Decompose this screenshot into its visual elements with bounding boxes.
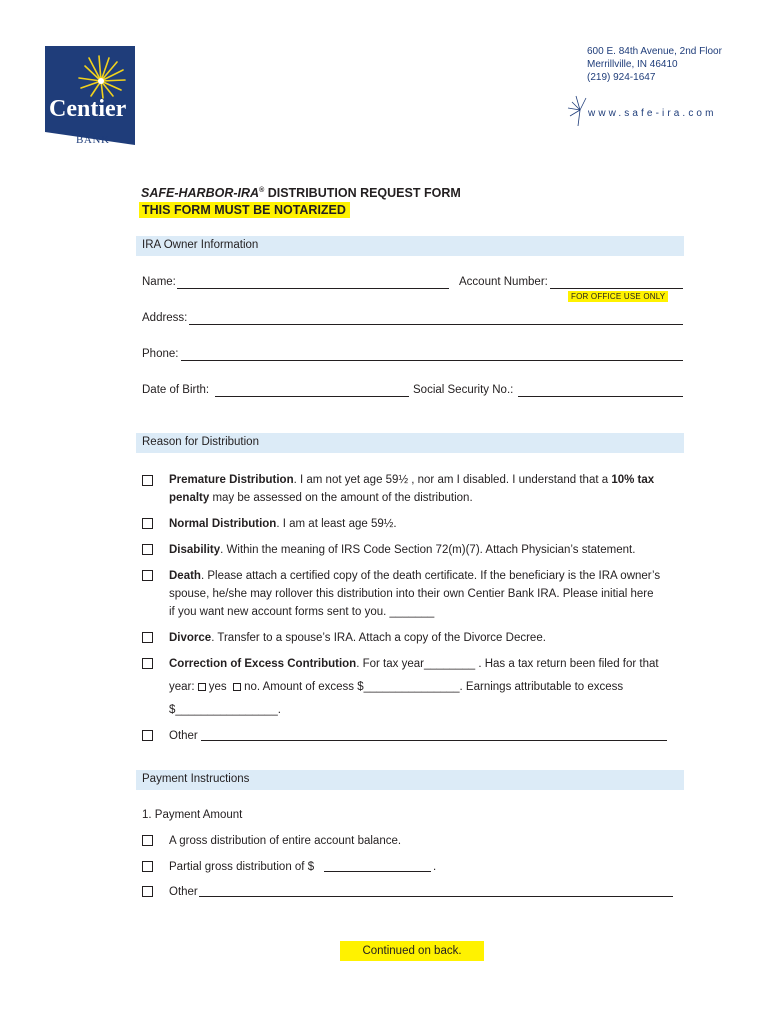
section-reason [136,433,684,453]
form-title [141,186,461,200]
divorce-option [169,629,546,647]
premature-option [169,471,654,507]
name-field[interactable] [177,288,449,289]
logo-bank-label: BANK [76,134,110,146]
payment-amount-heading: 1. Payment Amount [142,809,243,821]
normal-title: Normal Distribution [169,518,277,530]
premature-text-2: may be assessed on the amount of the distribution. [209,492,473,504]
account-number-field[interactable] [550,288,683,289]
section-payment-heading: Payment Instructions [142,773,250,785]
partial-checkbox[interactable] [142,861,153,872]
address-line-1: 600 E. 84th Avenue, 2nd Floor [587,46,722,57]
other-reason-checkbox[interactable] [142,730,153,741]
premature-bold-2: penalty [169,492,210,504]
death-title: Death [169,570,201,582]
ssn-field[interactable] [518,396,683,397]
section-owner-heading: IRA Owner Information [142,239,259,251]
section-owner-info [136,236,684,256]
continued-on-back: Continued on back. [340,941,484,961]
divorce-title: Divorce [169,632,212,644]
premature-bold-1: 10% tax [611,474,655,486]
dob-label: Date of Birth: [142,384,210,396]
death-checkbox[interactable] [142,570,153,581]
address-field[interactable] [189,324,683,325]
disability-title: Disability [169,544,221,556]
excess-text-2: no. Amount of excess $_______________. Earnings attributable to excess [244,681,624,693]
normal-option [169,515,397,533]
other-payment-field[interactable] [199,896,673,897]
disability-checkbox[interactable] [142,544,153,555]
section-reason-heading: Reason for Distribution [142,436,259,448]
partial-option: Partial gross distribution of $ [169,861,315,873]
death-text-2: spouse, he/she may rollover this distribution into their own Centier Bank IRA. Please initial here [169,588,654,600]
premature-text-1: . I am not yet age 59½ , nor am I disabled. I understand that a [293,474,612,486]
excess-option [169,655,659,719]
yes-label: yes [208,681,227,693]
premature-checkbox[interactable] [142,475,153,486]
excess-text-3: $________________. [169,704,281,716]
excess-year-label: year: [169,681,198,693]
other-reason-field[interactable] [201,740,667,741]
address-line-2: Merrillville, IN 46410 [587,59,678,70]
death-option [169,567,660,621]
yes-checkbox[interactable] [198,683,206,691]
website-link[interactable]: www.safe-ira.com [588,108,717,119]
office-use-badge: FOR OFFICE USE ONLY [568,291,668,302]
excess-text-1: . For tax year________ . Has a tax return been filed for that [356,658,659,670]
excess-checkbox[interactable] [142,658,153,669]
notarize-notice: THIS FORM MUST BE NOTARIZED [139,202,350,218]
title-brand: SAFE-HARBOR-IRA [141,186,260,200]
starburst-icon [566,94,590,131]
partial-amount-field[interactable] [324,871,431,872]
partial-end: . [433,861,437,873]
no-checkbox[interactable] [233,683,241,691]
phone-field[interactable] [181,360,683,361]
death-text-1: . Please attach a certified copy of the death certificate. If the beneficiary is the IRA owner’s [200,570,661,582]
address-label: Address: [142,312,188,324]
registered-mark: ® [259,186,265,194]
death-text-3: if you want new account forms sent to you. _______ [169,606,435,618]
phone-number: (219) 924-1647 [587,72,656,83]
phone-label: Phone: [142,348,179,360]
premature-title: Premature Distribution [169,474,294,486]
other-reason-label: Other [169,730,198,742]
divorce-text: . Transfer to a spouse’s IRA. Attach a copy of the Divorce Decree. [211,632,546,644]
logo-wordmark: Centier [49,96,127,122]
title-rest: DISTRIBUTION REQUEST FORM [264,186,461,200]
gross-checkbox[interactable] [142,835,153,846]
section-payment [136,770,684,790]
normal-checkbox[interactable] [142,518,153,529]
normal-text: . I am at least age 59½. [276,518,397,530]
name-label: Name: [142,276,176,288]
other-payment-checkbox[interactable] [142,886,153,897]
gross-option: A gross distribution of entire account balance. [169,835,402,847]
dob-field[interactable] [215,396,409,397]
contact-block [587,45,722,84]
disability-text: . Within the meaning of IRS Code Section 72(m)(7). Attach Physician’s statement. [220,544,636,556]
account-number-label: Account Number: [459,276,548,288]
excess-title: Correction of Excess Contribution [169,658,357,670]
divorce-checkbox[interactable] [142,632,153,643]
disability-option [169,541,635,559]
other-payment-label: Other [169,886,198,898]
ssn-label: Social Security No.: [413,384,514,396]
